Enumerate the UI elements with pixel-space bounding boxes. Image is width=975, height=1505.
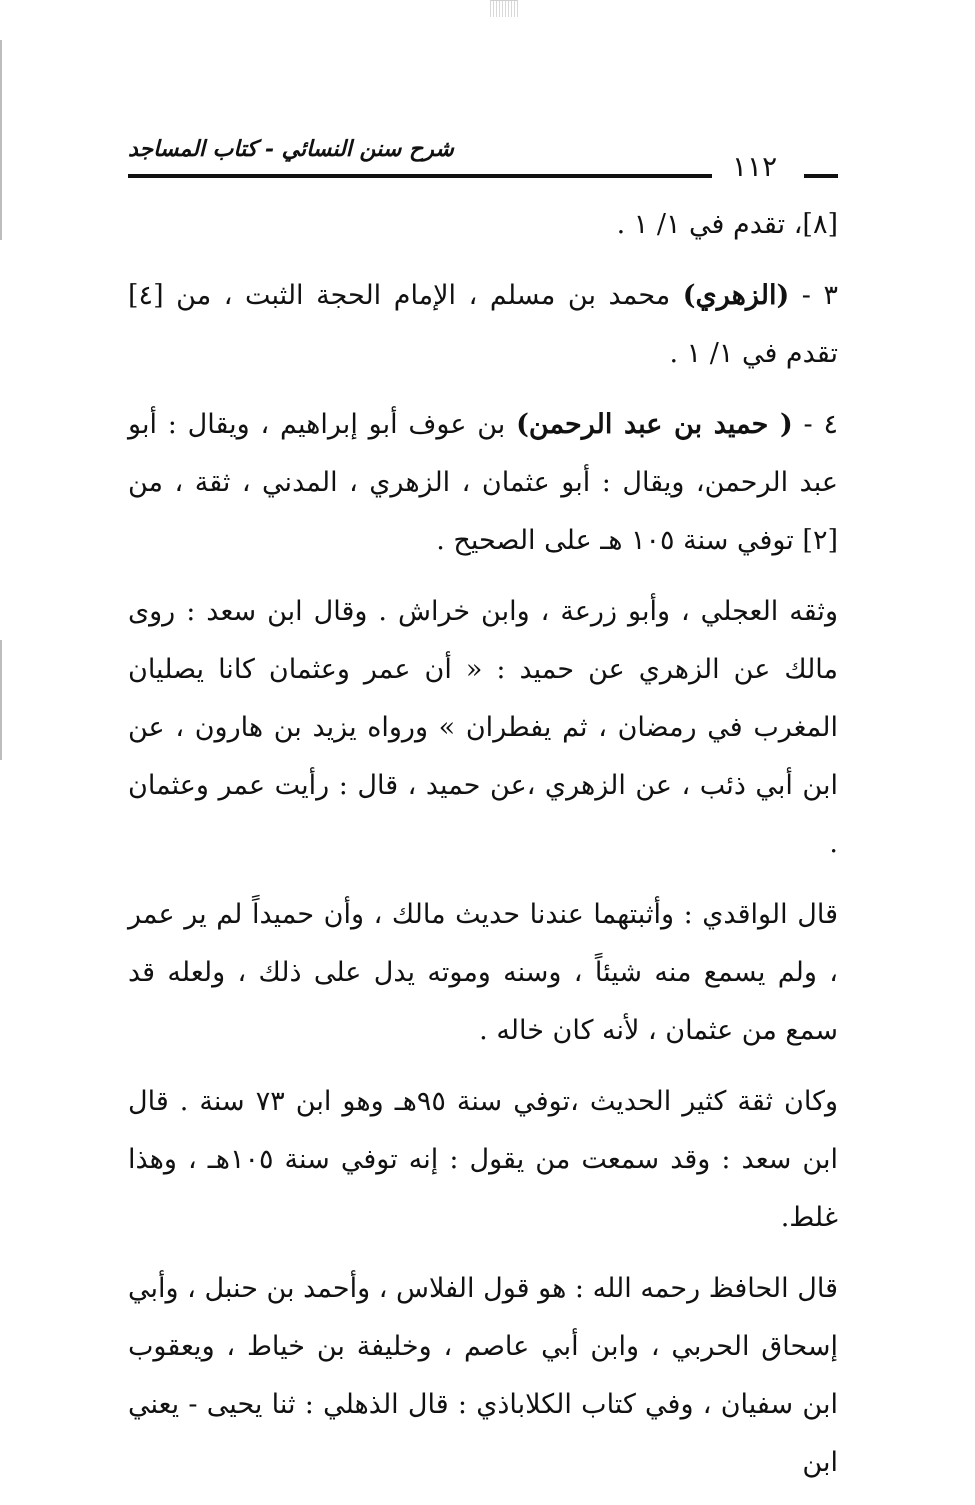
item-number: ٣ - [789, 280, 838, 311]
paragraph-text: قال الواقدي : وأثبتهما عندنا حديث مالك ، وأن حميداً لم ير عمر ، ولم يسمع منه شيئاً ، وسنه وموته يدل على ذلك ، ولعله قد سمع من عثمان ، لأنه كان خاله . [128, 899, 838, 1046]
body-text [128, 196, 838, 1505]
running-header-title: شرح سنن النسائي - كتاب المساجد [128, 136, 454, 162]
paragraph-1 [128, 196, 838, 254]
header-rule [128, 174, 712, 178]
item-number: ٤ - [792, 409, 838, 440]
binding-edge-mark [0, 640, 2, 760]
narrator-name: (الزهري) [682, 280, 790, 311]
paragraph-3 [128, 396, 838, 570]
paragraph-7 [128, 1260, 838, 1492]
paragraph-text: قال الحافظ رحمه الله : هو قول الفلاس ، وأحمد بن حنبل ، وأبي إسحاق الحربي ، وابن أبي عاصم ، وخليفة بن خياط ، ويعقوب ابن سفيان ، وفي كتاب الكلاباذي : قال الذهلي : ثنا يحيى - يعني ابن [128, 1273, 838, 1478]
paragraph-text: وكان ثقة كثير الحديث ،توفي سنة ٩٥هـ وهو ابن ٧٣ سنة . قال ابن سعد : وقد سمعت من يقول : إنه توفي سنة ١٠٥هـ ، وهذا غلط. [128, 1086, 839, 1233]
running-header [128, 126, 838, 182]
paragraph-text: [٨]، تقدم في ١/ ١ . [616, 209, 838, 240]
paragraph-text: بن عوف أبو إبراهيم ، ويقال : أبو عبد الرحمن، ويقال : أبو عثمان ، الزهري ، المدني ، ثقة ، من [٢] توفي سنة ١٠٥ هـ على الصحيح . [128, 409, 838, 556]
page-number-rule [804, 174, 838, 178]
binding-edge-mark [0, 40, 2, 240]
paragraph-4 [128, 583, 838, 873]
paragraph-text: محمد بن مسلم ، الإمام الحجة الثبت ، من [٤] تقدم في ١/ ١ . [128, 280, 838, 369]
paragraph-6 [128, 1073, 838, 1247]
paragraph-5 [128, 886, 838, 1060]
paragraph-text: وثقه العجلي ، وأبو زرعة ، وابن خراش . وقال ابن سعد : روى مالك عن الزهري عن حميد : « أن عمر وعثمان كانا يصليان المغرب في رمضان ، ثم يفطران » ورواه يزيد بن هارون ، عن ابن أبي ذئب ، عن الزهري ،عن حميد ، قال : رأيت عمر وعثمان . [128, 596, 838, 859]
narrator-name: ( حميد بن عبد الرحمن) [516, 409, 793, 440]
scan-artifact [490, 0, 518, 17]
paragraph-2 [128, 267, 838, 383]
page-number: ١١٢ [732, 150, 778, 183]
